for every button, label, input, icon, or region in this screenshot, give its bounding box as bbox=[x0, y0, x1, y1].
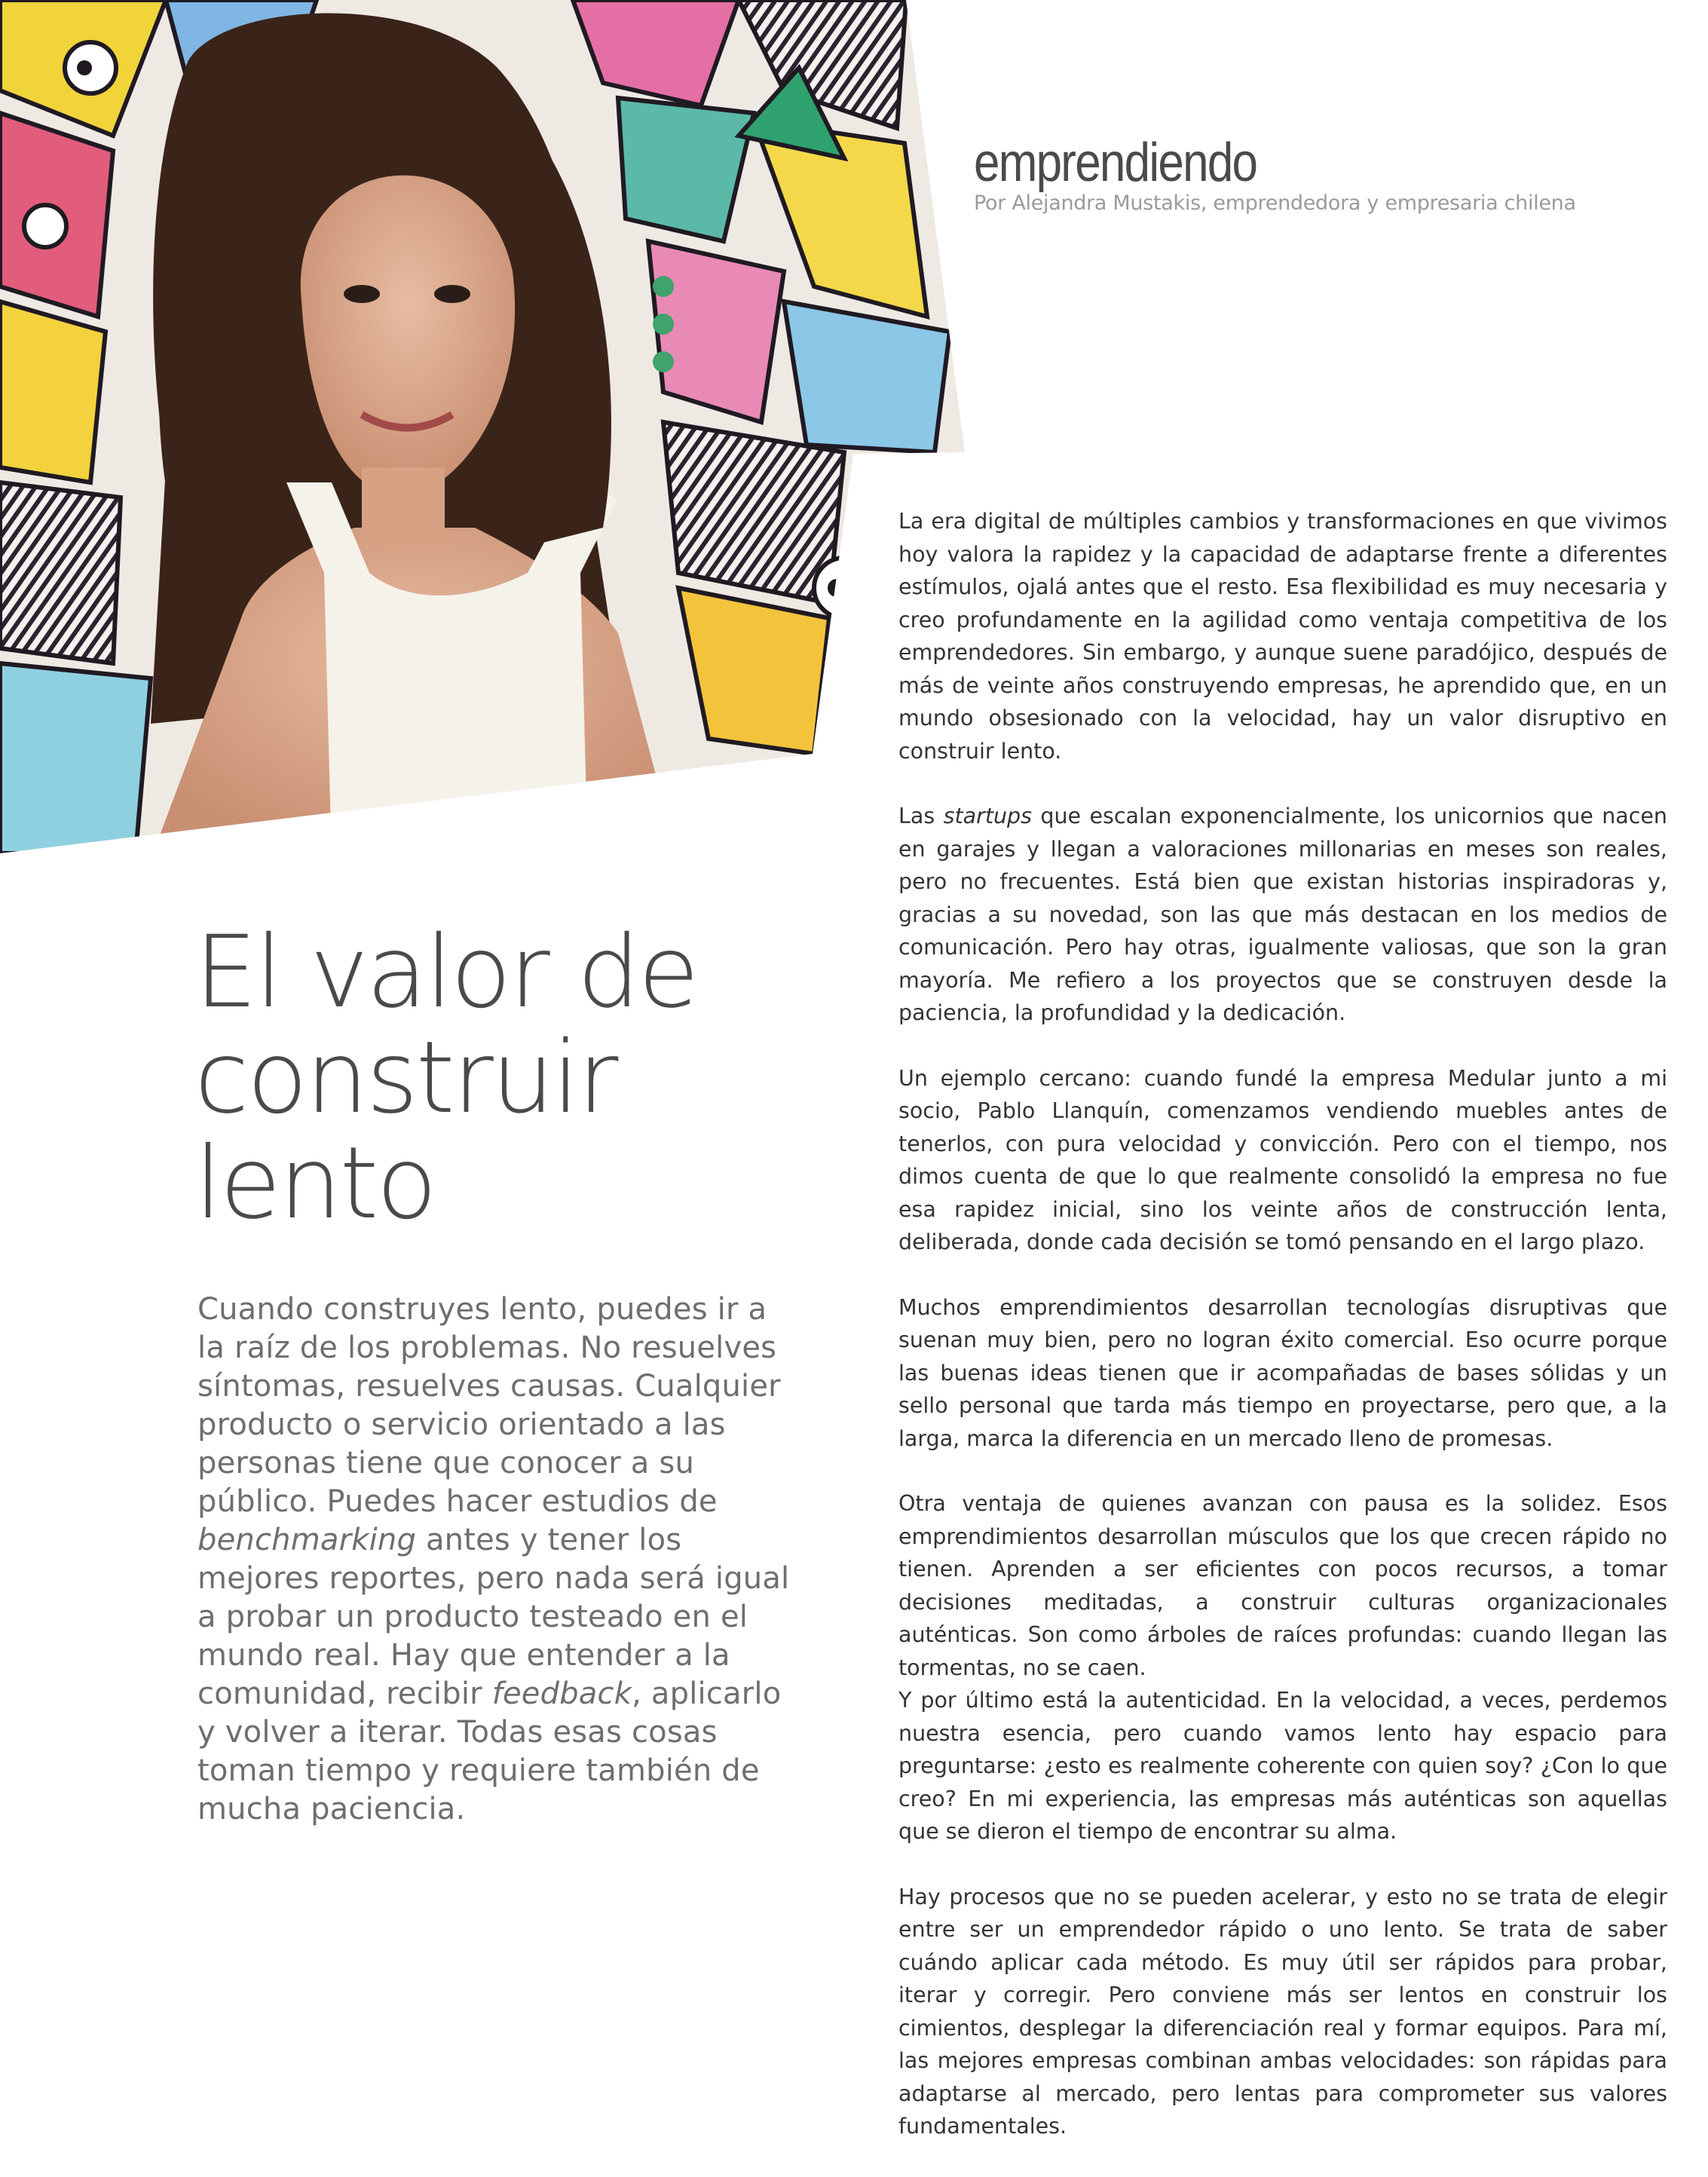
section-header bbox=[974, 133, 1652, 215]
headline-line: lento bbox=[194, 1125, 436, 1242]
author-byline: Por Alejandra Mustakis, emprendedora y empresaria chilena bbox=[974, 191, 1576, 215]
article-headline bbox=[194, 914, 873, 1242]
pullquote-italic: feedback bbox=[491, 1676, 632, 1711]
body-paragraph: Un ejemplo cercano: cuando fundé la empresa Medular junto a mi socio, Pablo Llanquín, comenzamos vendiendo muebles antes de tenerlos, con pura velocidad y convicción. Pero con el tiempo, nos dimos cuenta de que lo que realmente consolidó la empresa no fue esa rapidez inicial, sino los veinte años de construcción lenta, deliberada, donde cada decisión se tomó pensando en el largo plazo. bbox=[898, 1065, 1667, 1254]
body-paragraph: Hay procesos que no se pueden acelerar, y esto no se trata de elegir entre ser un emprendedor rápido o uno lento. Se trata de saber cuándo aplicar cada método. Es muy útil ser rápidos para probar, iterar y corregir. Pero conviene más ser lentos en construir los cimientos, desplegar la diferenciación real y formar equipos. Para mí, las mejores empresas combinan ambas velocidades: son rápidas para adaptarse al mercado, pero lentas para comprometer sus valores fundamentales. bbox=[898, 1884, 1667, 2139]
body-text: Las bbox=[898, 804, 944, 828]
pullquote-text: , aplicarlo y volver a iterar. Todas esas cosas toman tiempo y requiere también de mucha paciencia. bbox=[197, 1676, 782, 1826]
pullquote-text: antes y tener los mejores reportes, pero nada será igual a probar un producto testeado en el mundo real. Hay que entender a la comunidad, recibir bbox=[197, 1523, 790, 1711]
body-italic: startups bbox=[943, 804, 1032, 828]
pull-quote bbox=[197, 1291, 800, 1829]
body-paragraph: Y por último está la autenticidad. En la velocidad, a veces, perdemos nuestra esencia, pero cuando vamos lento hay espacio para preguntarse: ¿esto es realmente coherente con quien soy? ¿Con lo que creo? En mi experiencia, las empresas más auténticas son aquellas que se dieron el tiempo de encontrar su alma. bbox=[898, 1688, 1667, 1844]
portrait-photo bbox=[0, 0, 965, 874]
body-paragraph: Otra ventaja de quienes avanzan con pausa es la solidez. Esos emprendimientos desarrollan músculos que los que crecen rápido no tienen. Aprenden a ser eficientes con pocos recursos, a tomar decisiones meditadas, a construir culturas organizacionales auténticas. Son como árboles de raíces profundas: cuando llegan las tormentas, no se caen. bbox=[898, 1491, 1667, 1680]
section-title: emprendiendo bbox=[974, 133, 1257, 193]
headline-line: El valor de bbox=[194, 914, 697, 1030]
body-paragraph bbox=[898, 800, 1667, 1030]
pullquote-italic: benchmarking bbox=[197, 1523, 417, 1557]
body-text: que escalan exponencialmente, los unicornios que nacen en garajes y llegan a valoraciones millonarias en meses son reales, pero no frecuentes. Está bien que existan historias inspiradoras y, gracias a su novedad, son las que más destacan en los medios de comunicación. Pero hay otras, igualmente valiosas, que son la gran mayoría. Me refiero a los proyectos que se construyen desde la paciencia, la profundidad y la dedicación. bbox=[898, 804, 1667, 1025]
article-body bbox=[898, 505, 1667, 2175]
body-paragraph: La era digital de múltiples cambios y transformaciones en que vivimos hoy valora la rapidez y la capacidad de adaptarse frente a diferentes estímulos, ojalá antes que el resto. Esa flexibilidad es muy necesaria y creo profundamente en la agilidad como ventaja competitiva de los emprendedores. Sin embargo, y aunque suene paradójico, después de más de veinte años construyendo empresas, he aprendido que, en un mundo obsesionado con la velocidad, hay un valor disruptivo en construir lento. bbox=[898, 509, 1667, 764]
headline-line: construir bbox=[194, 1020, 617, 1136]
pullquote-text: Cuando construyes lento, puedes ir a la raíz de los problemas. No resuelves síntomas, resuelves causas. Cualquier producto o servicio orientado a las personas tiene que conocer a su público. Puedes hacer estudios de bbox=[197, 1292, 781, 1519]
body-paragraph: Muchos emprendimientos desarrollan tecnologías disruptivas que suenan muy bien, pero no logran éxito comercial. Eso ocurre porque las buenas ideas tienen que ir acompañadas de bases sólidas y un sello personal que tarda más tiempo en proyectarse, pero que, a la larga, marca la diferencia en un mercado lleno de promesas. bbox=[898, 1294, 1667, 1451]
